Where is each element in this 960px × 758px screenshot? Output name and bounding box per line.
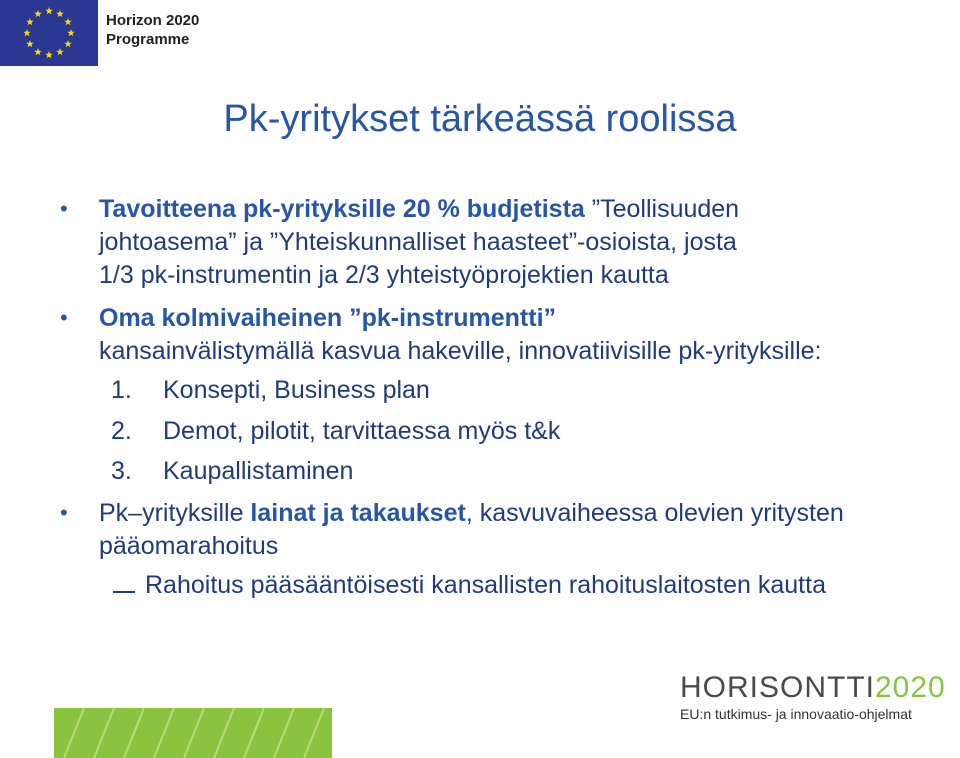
eu-star-icon: [45, 51, 53, 58]
logo-word: HORISONTTI: [680, 671, 875, 704]
eu-star-icon: [67, 29, 75, 36]
bullet1-line1: [99, 195, 739, 224]
bullet1-line3: 1/3 pk-instrumentin ja 2/3 yhteistyöprojektien kautta: [99, 261, 669, 289]
bullet3-bold: lainat ja takaukset: [250, 499, 466, 527]
list-item-text: Demot, pilotit, tarvittaessa myös t&k: [163, 417, 561, 445]
program-line2: Programme: [106, 31, 190, 48]
eu-star-icon: [34, 10, 42, 17]
sub-bullet-text: Rahoitus pääsääntöisesti kansallisten rahoituslaitosten kautta: [145, 571, 826, 599]
bullet3-rest: , kasvuvaiheessa olevien yritysten: [465, 499, 844, 527]
logo-title: [680, 672, 946, 704]
eu-star-icon: [34, 48, 42, 55]
program-line1: Horizon 2020: [106, 12, 200, 29]
eu-star-icon: [64, 40, 72, 47]
logo-subtitle: EU:n tutkimus- ja innovaatio-ohjelmat: [680, 706, 912, 722]
bullet3-line2: pääomarahoitus: [99, 532, 279, 560]
eu-stars-icon: [0, 0, 98, 66]
bullet-dot: •: [60, 500, 68, 525]
bullet2-bold: Oma kolmivaiheinen ”pk-instrumentti”: [99, 304, 557, 332]
bullet3-pre: Pk–yrityksille: [99, 499, 251, 527]
horisontti-logo: [680, 672, 946, 722]
bullet1-line1-rest: ”Teollisuuden: [584, 195, 740, 223]
eu-star-icon: [26, 40, 34, 47]
bullet2-line2: kansainvälistymällä kasvua hakeville, innovatiivisille pk-yrityksille:: [99, 337, 822, 365]
list-number: 3.: [111, 457, 132, 485]
bullet3-line1: [99, 499, 844, 528]
eu-star-icon: [56, 10, 64, 17]
bullet1-bold: Tavoitteena pk-yrityksille 20 % budjetista: [99, 195, 585, 223]
eu-star-icon: [45, 7, 53, 14]
list-number: 1.: [111, 376, 132, 404]
bullet-dot: •: [60, 305, 68, 330]
eu-star-icon: [64, 18, 72, 25]
bullet-dot: •: [60, 196, 68, 221]
list-item-text: Konsepti, Business plan: [163, 376, 430, 404]
bullet2-line1: [99, 304, 556, 333]
eu-star-icon: [23, 29, 31, 36]
list-item-text: Kaupallistaminen: [163, 457, 354, 485]
eu-star-icon: [26, 18, 34, 25]
list-number: 2.: [111, 417, 132, 445]
sub-bullet-dash: [113, 591, 135, 593]
eu-star-icon: [56, 48, 64, 55]
logo-year: 2020: [875, 671, 946, 704]
bullet1-line2: johtoasema” ja ”Yhteiskunnalliset haasteet”-osioista, josta: [99, 228, 737, 256]
green-stripe-band: [54, 708, 332, 758]
slide-title: Pk-yritykset tärkeässä roolissa: [223, 98, 737, 140]
eu-flag-logo: [0, 0, 98, 66]
program-label: [106, 11, 199, 49]
